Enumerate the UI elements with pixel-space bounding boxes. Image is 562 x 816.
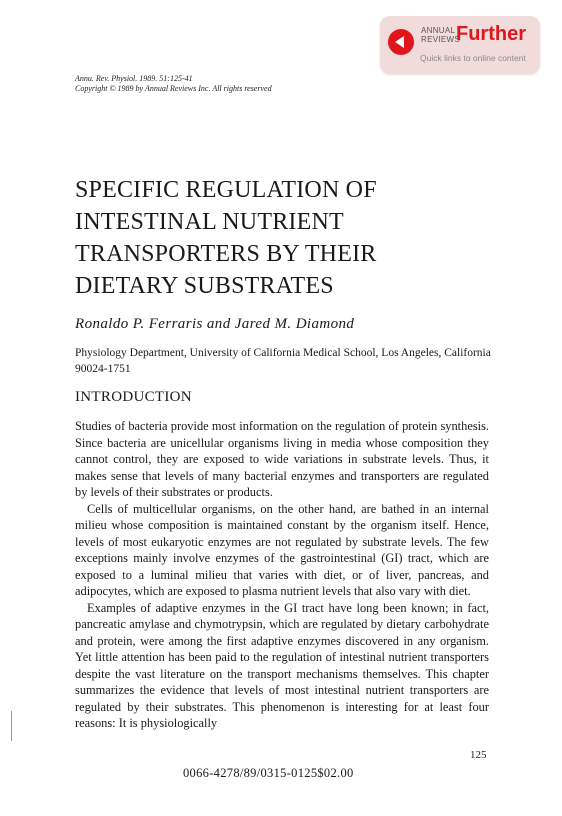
title-line-1: SPECIFIC REGULATION OF <box>75 177 377 203</box>
paragraph-1: Studies of bacteria provide most information on the regulation of protein synthesis. Since bacteria are unicellular organisms living in media whose composition they cannot control, they are exposed to wide variations in substrate levels. Thus, it makes sense that levels of many bacterial enzymes and transporters are regulated by levels of their substrates or products. <box>75 419 489 499</box>
body-text <box>75 418 489 732</box>
page-number: 125 <box>470 749 487 761</box>
paragraph-2: Cells of multicellular organisms, on the other hand, are bathed in an internal milieu whose composition is maintained constant by the organism itself. Hence, levels of most eukaryotic enzymes are not regulated by substrate levels. The few exceptions mainly involve enzymes of the gastrointestinal (GI) tract, which are exposed to a luminal milieu that varies with diet, or of liver, pancreas, and adipocytes, which are exposed to plasma nutrient levels that also vary with diet. <box>75 501 489 598</box>
title-line-3: TRANSPORTERS BY THEIR <box>75 241 377 267</box>
badge-further-label: Further <box>456 23 526 45</box>
badge-reviews-label: REVIEWS <box>421 35 460 44</box>
badge-subtitle: Quick links to online content <box>420 53 526 63</box>
journal-citation: Annu. Rev. Physiol. 1989. 51:125-41 <box>75 74 193 83</box>
title-line-2: INTESTINAL NUTRIENT <box>75 209 344 235</box>
section-heading: INTRODUCTION <box>75 389 192 405</box>
title-line-4: DIETARY SUBSTRATES <box>75 273 334 299</box>
back-arrow-icon <box>388 29 414 55</box>
authors: Ronaldo P. Ferraris and Jared M. Diamond <box>75 316 355 332</box>
badge-annual-label: ANNUAL <box>421 26 456 35</box>
journal-header <box>75 74 272 94</box>
affiliation: Physiology Department, University of California Medical School, Los Angeles, California 90024-1751 <box>75 347 491 375</box>
copyright-notice: Copyright © 1989 by Annual Reviews Inc. All rights reserved <box>75 84 272 93</box>
footer-code: 0066-4278/89/0315-0125$02.00 <box>183 766 354 780</box>
paragraph-3: Examples of adaptive enzymes in the GI tract have long been known; in fact, pancreatic amylase and chymotrypsin, which are regulated by dietary carbohydrate and protein, were among the first adaptive enzymes discovered in any organism. Yet little attention has been paid to the regulation of intestinal nutrient transporters despite the vast literature on the transport mechanisms themselves. This chapter summarizes the evidence that levels of most intestinal nutrient transporters are regulated by their substrates. This phenomenon is interesting for at least four reasons: It is physiologically <box>75 600 489 730</box>
further-badge[interactable] <box>380 16 540 74</box>
margin-mark <box>11 711 12 741</box>
